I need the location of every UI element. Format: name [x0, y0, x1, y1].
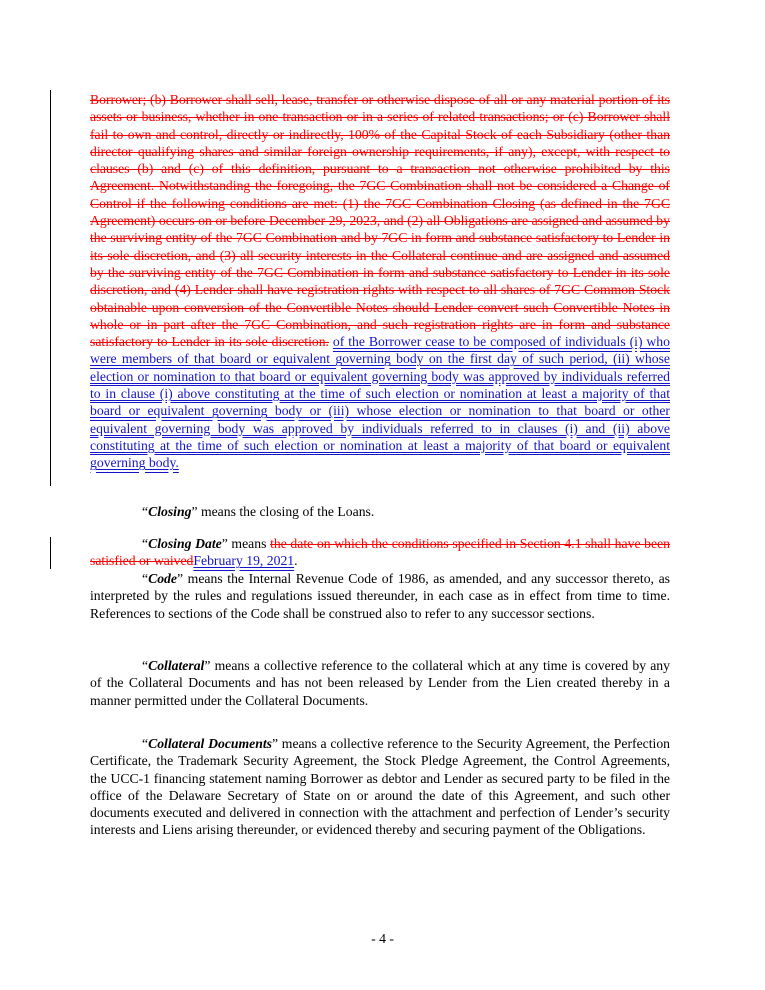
- change-of-control-continuation: [90, 91, 670, 472]
- open-quote: “: [142, 736, 149, 751]
- definition-end: .: [294, 553, 298, 569]
- definition-closing-date: [90, 535, 670, 570]
- defined-term: Code: [148, 571, 177, 586]
- inserted-text: of the Borrower cease to be composed of individuals (i) who were members of that board or equivalent governing body on the first day of such period, (ii) whose election or nomination to that board or equivalent governing body was approved by individuals referred to in clause (i) above constituting at the time of such election or nomination at least a majority of that board or equivalent governing body or (iii) whose election or nomination to that board or other equivalent governing body was approved by individuals referred to in clauses (i) and (ii) above constituting at the time of such election or nomination at least a majority of that board or equivalent governing body.: [90, 334, 670, 471]
- definition-collateral: [90, 657, 670, 709]
- definition-collateral-documents: [90, 735, 670, 839]
- open-quote: “: [142, 658, 149, 673]
- deleted-text: Borrower; (b) Borrower shall sell, lease, transfer or otherwise dispose of all or any material portion of its assets or business, whether in one transaction or in a series of related transactions; or (c) Borrower shall fail to own and control, directly or indirectly, 100% of the Capital Stock of each Subsidiary (other than director qualifying shares and similar foreign ownership requirements, if any), except, with respect to clauses (b) and (c) of this definition, pursuant to a transaction not otherwise prohibited by this Agreement. Notwithstanding the foregoing, the 7GC Combination shall not be considered a Change of Control if the following conditions are met: (1) the 7GC Combination Closing (as defined in the 7GC Agreement) occurs on or before December 29, 2023, and (2) all Obligations are assigned and assumed by the surviving entity of the 7GC Combination and by 7GC in form and substance satisfactory to Lender in its sole discretion, and (3) all security interests in the Collateral continue and are assigned and assumed by the surviving entity of the 7GC Combination in form and substance satisfactory to Lender in its sole discretion, and (4) Lender shall have registration rights with respect to all shares of 7GC Common Stock obtainable upon conversion of the Convertible Notes should Lender convert such Convertible Notes in whole or in part after the 7GC Combination, and such registration rights are in form and substance satisfactory to Lender in its sole discretion.: [90, 92, 670, 350]
- open-quote: “: [142, 571, 149, 586]
- definition-text: means the Internal Revenue Code of 1986, as amended, and any successor thereto, as interpreted by the rules and regulations issued thereunder, in each case as in effect from time to time. References to sections of the Code shall be construed also to refer to any successor sections.: [90, 571, 670, 621]
- definition-closing: [90, 503, 670, 520]
- definition-text: means a collective reference to the collateral which at any time is covered by any of the Collateral Documents and has not been released by Lender from the Lien created thereby in a manner permitted under the Collateral Documents.: [90, 658, 670, 708]
- close-quote: ”: [191, 504, 198, 519]
- open-quote: “: [142, 504, 149, 519]
- close-quote: ”: [176, 571, 184, 586]
- defined-term: Collateral: [148, 658, 205, 673]
- page-number: - 4 -: [371, 931, 394, 946]
- change-bar: [50, 537, 51, 569]
- definition-code: [90, 570, 670, 622]
- definition-text: means a collective reference to the Security Agreement, the Perfection Certificate, the Trademark Security Agreement, the Stock Pledge Agreement, the Control Agreements, the UCC-1 financing statement naming Borrower as debtor and Lender as secured party to be filed in the office of the Delaware Secretary of State on or around the date of this Agreement, and such other documents executed and delivered in connection with the attachment and perfection of Lender’s security interests and Liens arising thereunder, or evidenced thereby and securing payment of the Obligations.: [90, 736, 671, 838]
- defined-term: Closing: [148, 504, 192, 519]
- open-quote: “: [142, 536, 149, 551]
- inserted-text: February 19, 2021: [193, 553, 295, 569]
- deleted-text: the date on which the conditions specified in Section 4.1 shall have been satisfied or waived: [90, 536, 671, 569]
- defined-term: Closing Date: [148, 536, 222, 551]
- definition-text: means the closing of the Loans.: [197, 504, 375, 519]
- close-quote: ”: [204, 658, 211, 673]
- close-quote: ”: [221, 536, 228, 551]
- defined-term: Collateral Documents: [148, 736, 272, 751]
- close-quote: ”: [271, 736, 279, 751]
- definition-text: means: [227, 536, 271, 551]
- change-bar: [50, 90, 51, 486]
